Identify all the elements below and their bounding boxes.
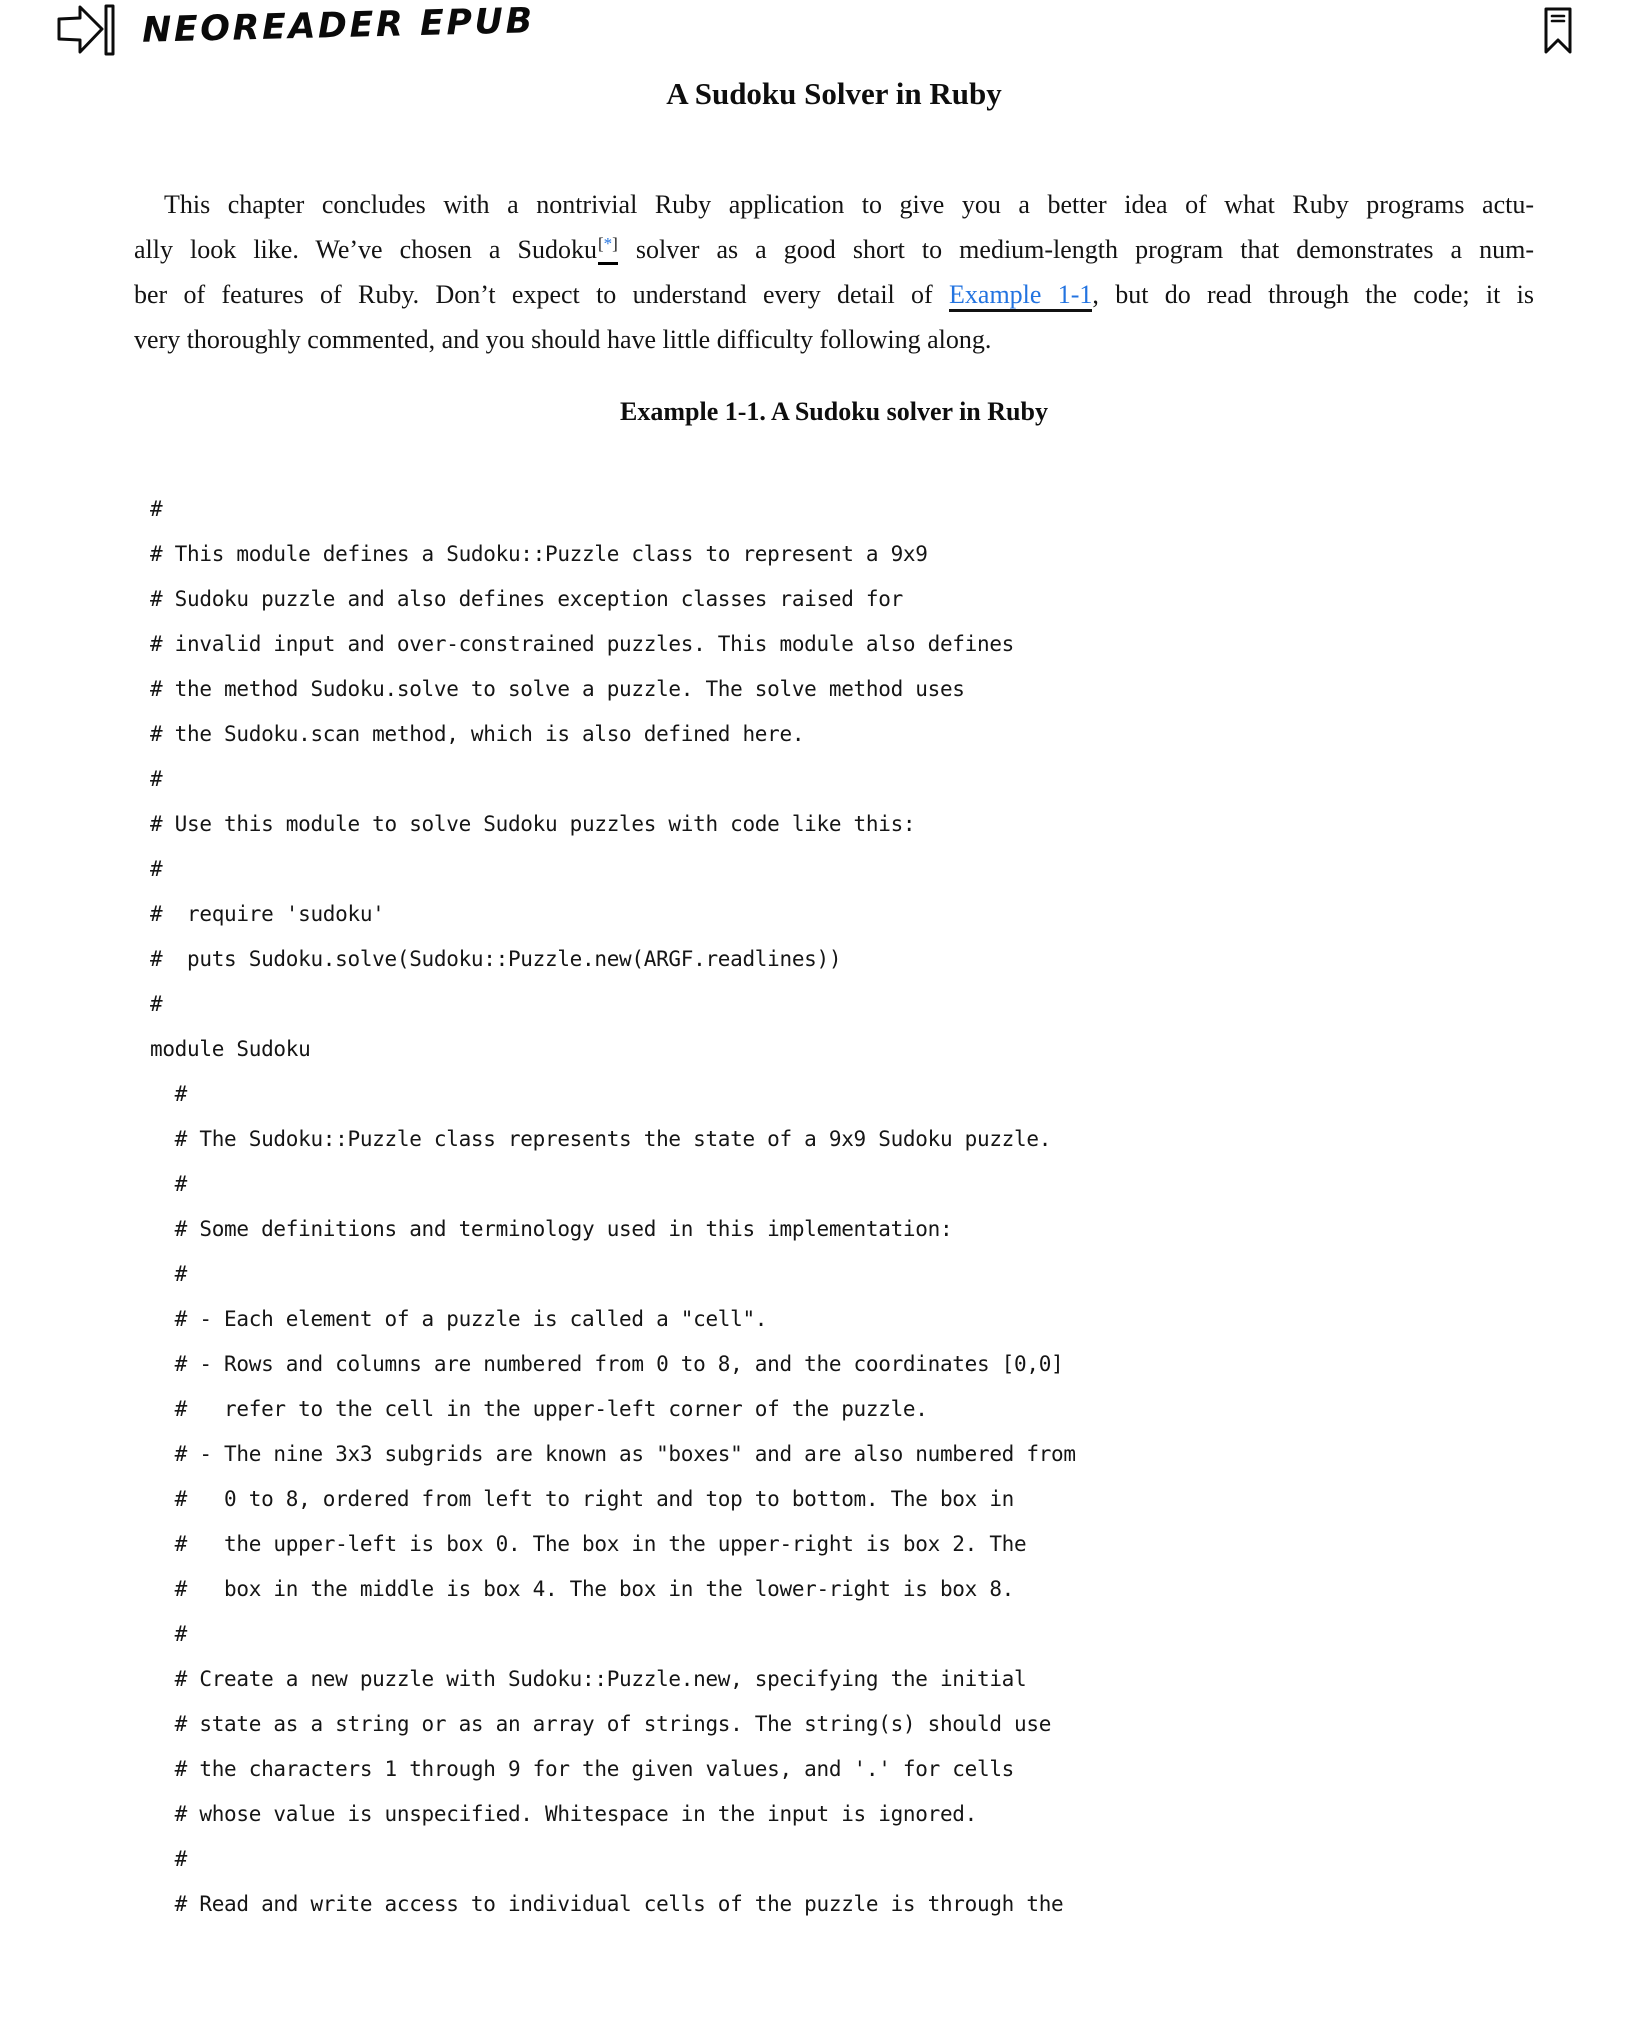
code-line: # the characters 1 through 9 for the given values, and '.' for cells: [150, 1757, 1015, 1781]
forward-arrow-icon[interactable]: [56, 3, 118, 57]
code-block: [150, 487, 1534, 1927]
code-line: #: [150, 1262, 188, 1286]
code-line: #: [150, 1847, 188, 1871]
bookmark-icon[interactable]: [1544, 7, 1572, 54]
code-line: # Create a new puzzle with Sudoku::Puzzle.new, specifying the initial: [150, 1667, 1027, 1691]
paragraph-line: [134, 182, 1534, 227]
text-run: , but do read through the code; it is: [1092, 280, 1534, 309]
paragraph-line: [134, 317, 1534, 362]
footnote-bracket: [: [597, 234, 604, 253]
code-line: #: [150, 767, 163, 791]
code-line: # box in the middle is box 4. The box in the lower-right is box 8.: [150, 1577, 1015, 1601]
code-line: # the upper-left is box 0. The box in the upper-right is box 2. The: [150, 1532, 1027, 1556]
code-line: module Sudoku: [150, 1037, 311, 1061]
code-line: # invalid input and over-constrained puzzles. This module also defines: [150, 632, 1015, 656]
code-line: # This module defines a Sudoku::Puzzle class to represent a 9x9: [150, 542, 928, 566]
code-line: # Some definitions and terminology used in this implementation:: [150, 1217, 953, 1241]
code-line: # the method Sudoku.solve to solve a puzzle. The solve method uses: [150, 677, 965, 701]
code-line: # whose value is unspecified. Whitespace in the input is ignored.: [150, 1802, 977, 1826]
text-run: ally look like. We’ve chosen a Sudoku: [134, 235, 597, 264]
text-run: ber of features of Ruby. Don’t expect to understand every detail of: [134, 280, 950, 309]
text-run: very thoroughly commented, and you should have little difficulty following along.: [134, 325, 992, 354]
code-line: # Sudoku puzzle and also defines exception classes raised for: [150, 587, 903, 611]
code-line: # refer to the cell in the upper-left corner of the puzzle.: [150, 1397, 928, 1421]
code-line: #: [150, 1172, 188, 1196]
text-run: This chapter concludes with a nontrivial Ruby application to give you a better idea of what Ruby programs actu-: [164, 190, 1534, 219]
code-line: # 0 to 8, ordered from left to right and top to bottom. The box in: [150, 1487, 1015, 1511]
text-run: solver as a good short to medium-length program that demonstrates a num-: [618, 235, 1534, 264]
code-line: #: [150, 1082, 188, 1106]
code-line: #: [150, 857, 163, 881]
code-line: #: [150, 1622, 188, 1646]
footnote-star: *: [603, 234, 613, 253]
code-line: # - Rows and columns are numbered from 0 to 8, and the coordinates [0,0]: [150, 1352, 1064, 1376]
example-link[interactable]: Example 1-1: [949, 280, 1092, 312]
code-line: # Read and write access to individual cells of the puzzle is through the: [150, 1892, 1064, 1916]
footnote-ref[interactable]: [597, 234, 619, 254]
code-line: # state as a string or as an array of strings. The string(s) should use: [150, 1712, 1052, 1736]
example-caption: Example 1-1. A Sudoku solver in Ruby: [620, 397, 1048, 426]
chapter-title: A Sudoku Solver in Ruby: [666, 76, 1002, 111]
code-line: # the Sudoku.scan method, which is also defined here.: [150, 722, 805, 746]
code-line: # The Sudoku::Puzzle class represents the state of a 9x9 Sudoku puzzle.: [150, 1127, 1052, 1151]
code-line: # require 'sudoku': [150, 902, 385, 926]
code-line: #: [150, 992, 163, 1016]
code-line: # puts Sudoku.solve(Sudoku::Puzzle.new(ARGF.readlines)): [150, 947, 842, 971]
code-line: # Use this module to solve Sudoku puzzles with code like this:: [150, 812, 916, 836]
code-line: # - The nine 3x3 subgrids are known as "boxes" and are also numbered from: [150, 1442, 1076, 1466]
paragraph-line: [134, 272, 1534, 317]
app-title: NEOREADER EPUB: [141, 1, 536, 51]
page-content: [134, 0, 1534, 1927]
intro-paragraph: [134, 182, 1534, 362]
code-line: # - Each element of a puzzle is called a "cell".: [150, 1307, 768, 1331]
code-line: #: [150, 497, 163, 521]
footnote-bracket: ]: [612, 234, 618, 253]
paragraph-line: [134, 227, 1534, 272]
